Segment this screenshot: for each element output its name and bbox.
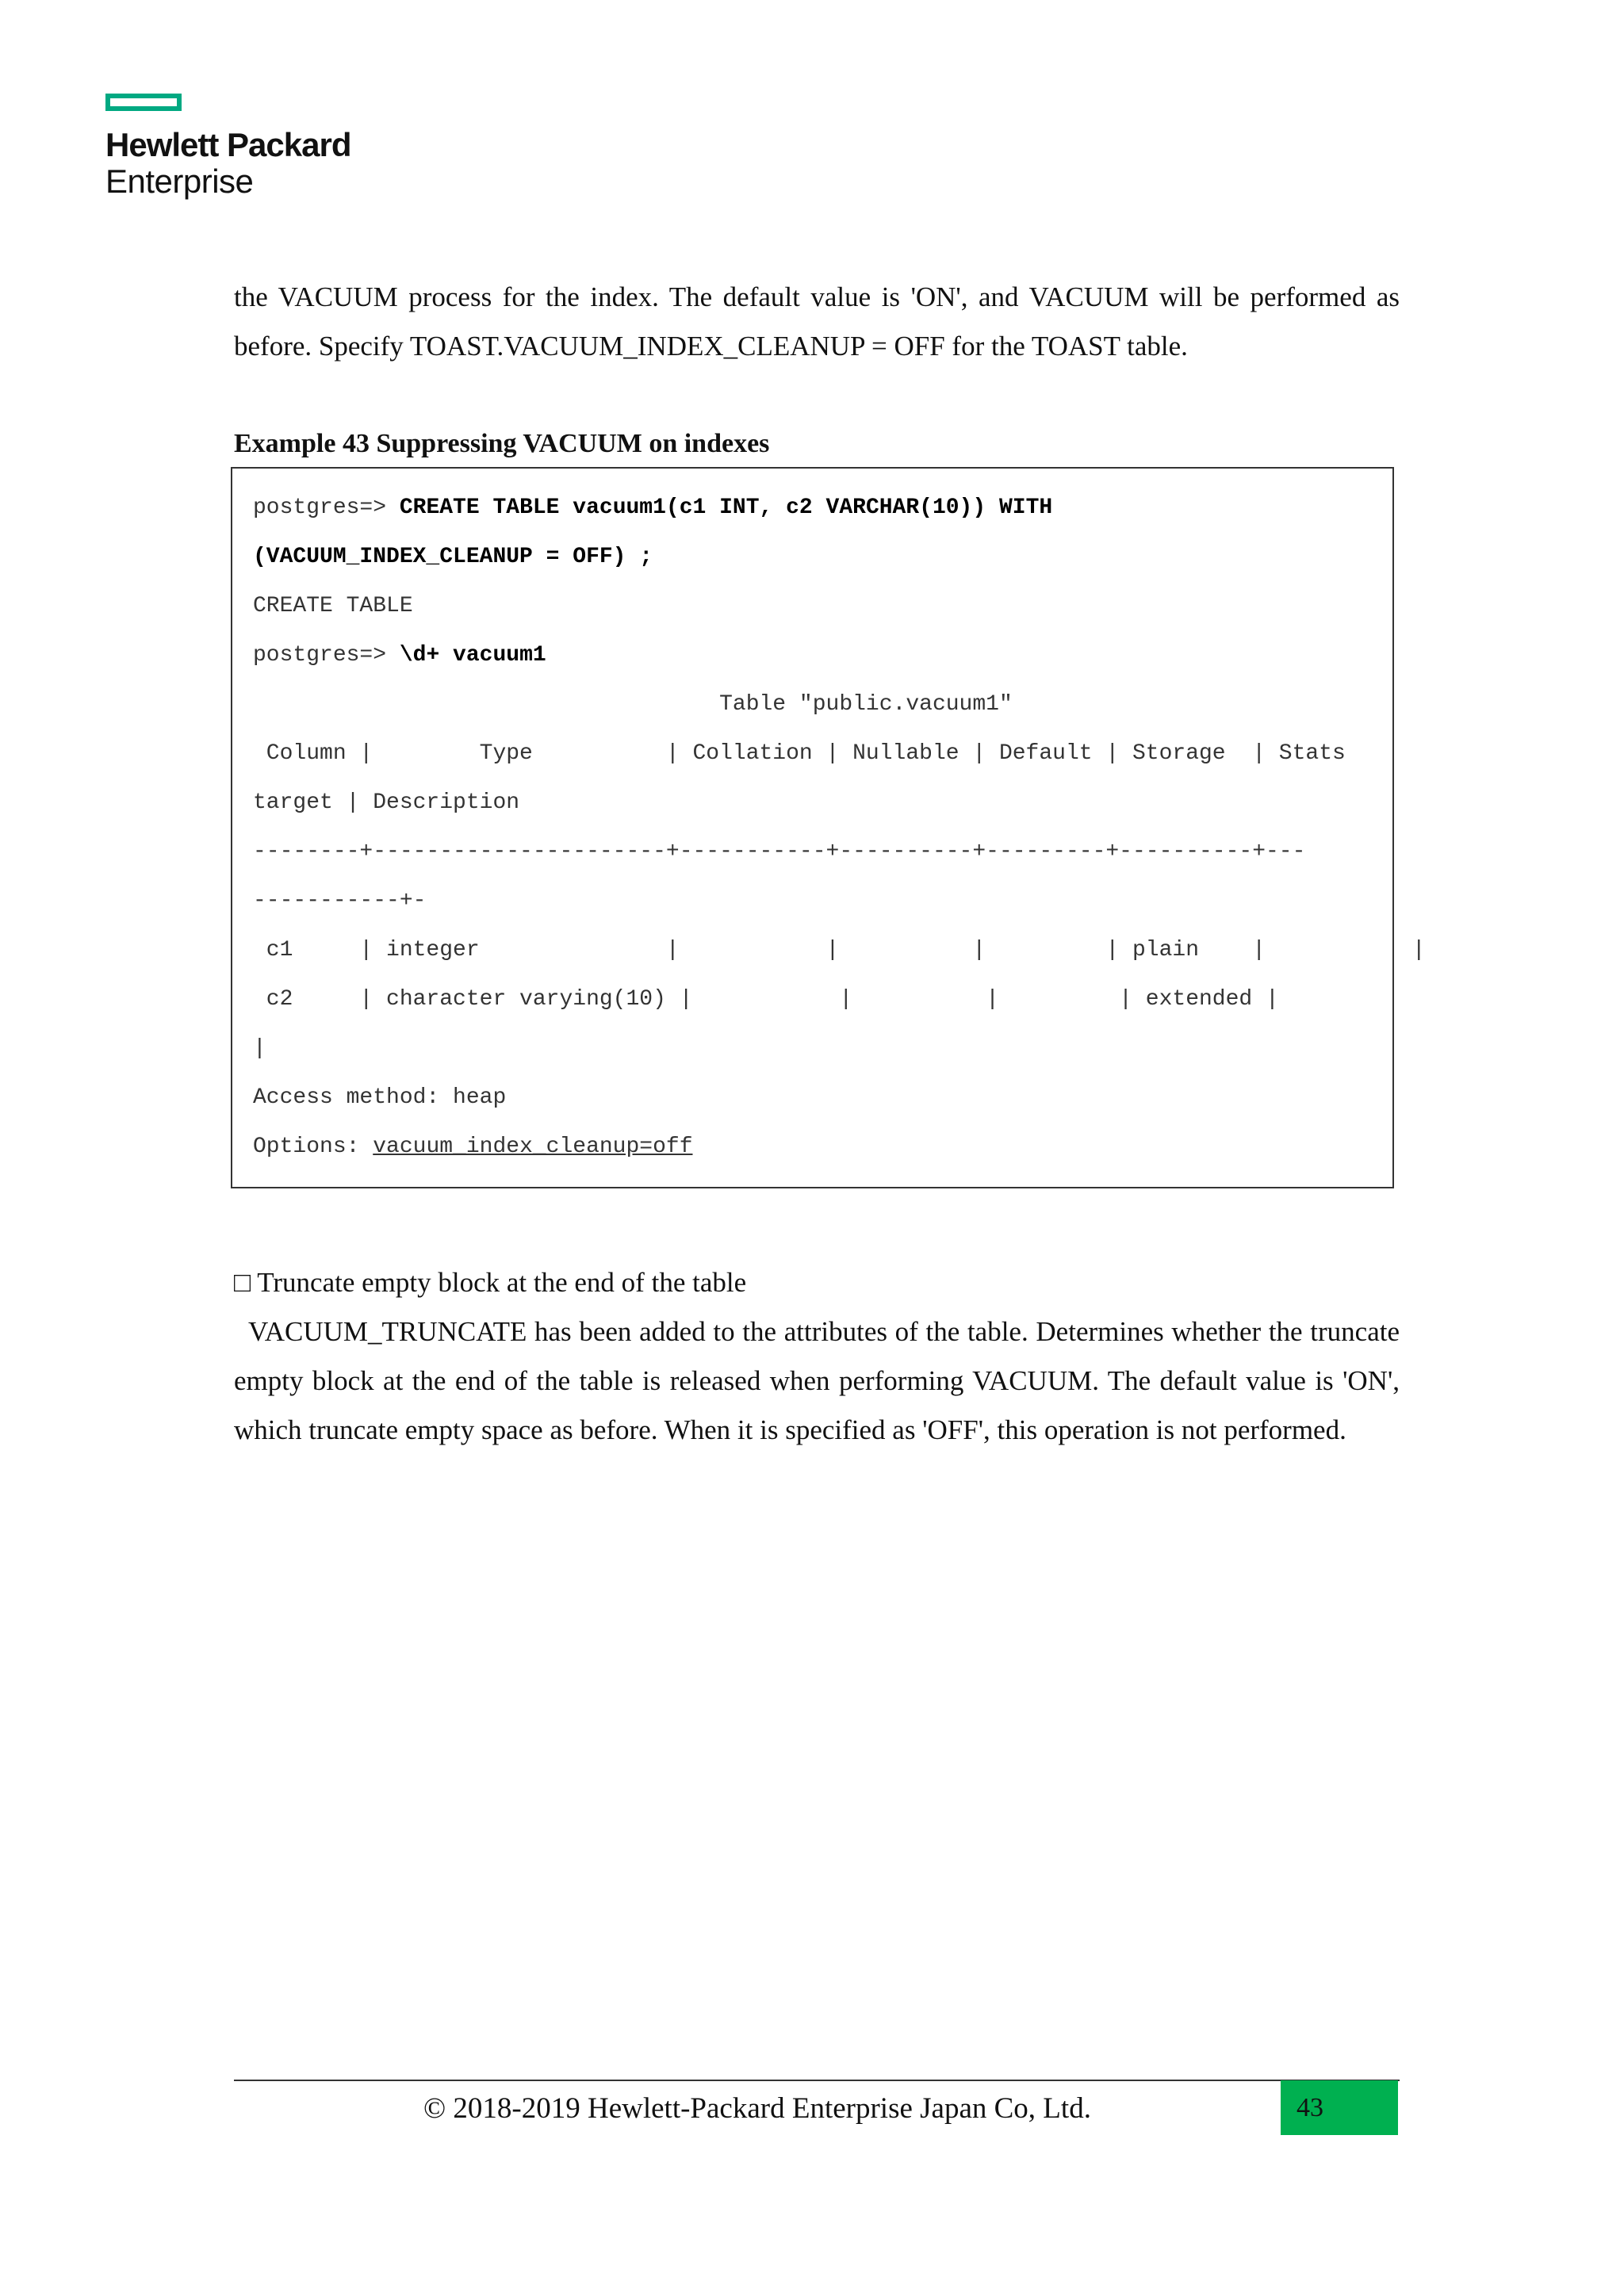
code-table-separator: --------+----------------------+-----------+----------+---------+----------+---	[253, 840, 1306, 864]
code-command: \d+ vacuum1	[399, 643, 546, 668]
section-truncate	[234, 1258, 1400, 1455]
code-prompt: postgres=>	[253, 496, 400, 520]
code-line	[253, 631, 1392, 680]
logo-line-2: Enterprise	[105, 163, 254, 200]
code-options-label: Options:	[253, 1135, 373, 1159]
hpe-logo-rectangle-icon	[105, 94, 182, 111]
page-number: 43	[1281, 2080, 1398, 2135]
paragraph-vacuum-index: the VACUUM process for the index. The default value is 'ON', and VACUUM will be performed as before. Specify TOAST.VACUUM_INDEX_CLEANUP = OFF for the TOAST table.	[234, 281, 1400, 362]
logo-line-1: Hewlett Packard	[105, 126, 351, 163]
code-table-row: c2 | character varying(10) | | | | extended |	[253, 987, 1279, 1012]
footer-divider	[234, 2080, 1400, 2081]
code-line	[253, 533, 1392, 582]
code-options-value: vacuum_index_cleanup=off	[373, 1135, 693, 1159]
code-command: (VACUUM_INDEX_CLEANUP = OFF) ;	[253, 545, 653, 569]
code-table-header: target | Description	[253, 790, 520, 815]
code-table-header: Column | Type | Collation | Nullable | Default | Storage | Stats	[253, 741, 1346, 766]
code-line	[253, 1123, 1392, 1172]
code-line	[253, 484, 1392, 533]
code-output: CREATE TABLE	[253, 594, 413, 618]
code-command: CREATE TABLE vacuum1(c1 INT, c2 VARCHAR(10)) WITH	[399, 496, 1053, 520]
example-caption: Example 43 Suppressing VACUUM on indexes	[234, 429, 770, 458]
paragraph-vacuum-truncate: VACUUM_TRUNCATE has been added to the attributes of the table. Determines whether the truncate empty block at the end of the table is released when performing VACUUM. The default value is 'ON', which truncate empty space as before. When it is specified as 'OFF', this operation is not performed.	[234, 1316, 1400, 1445]
code-table-row: |	[253, 1036, 266, 1061]
section-heading: □ Truncate empty block at the end of the table	[234, 1267, 747, 1298]
code-example-box	[231, 467, 1426, 1188]
code-table-row: c1 | integer | | | | plain | |	[253, 938, 1426, 962]
footer-copyright: © 2018-2019 Hewlett-Packard Enterprise Japan Co, Ltd.	[423, 2092, 1091, 2125]
code-output: Access method: heap	[253, 1085, 507, 1110]
code-prompt: postgres=>	[253, 643, 400, 668]
code-table-separator: -----------+-	[253, 889, 427, 913]
code-table-title: Table "public.vacuum1"	[253, 692, 1013, 717]
hpe-logo	[105, 94, 350, 200]
